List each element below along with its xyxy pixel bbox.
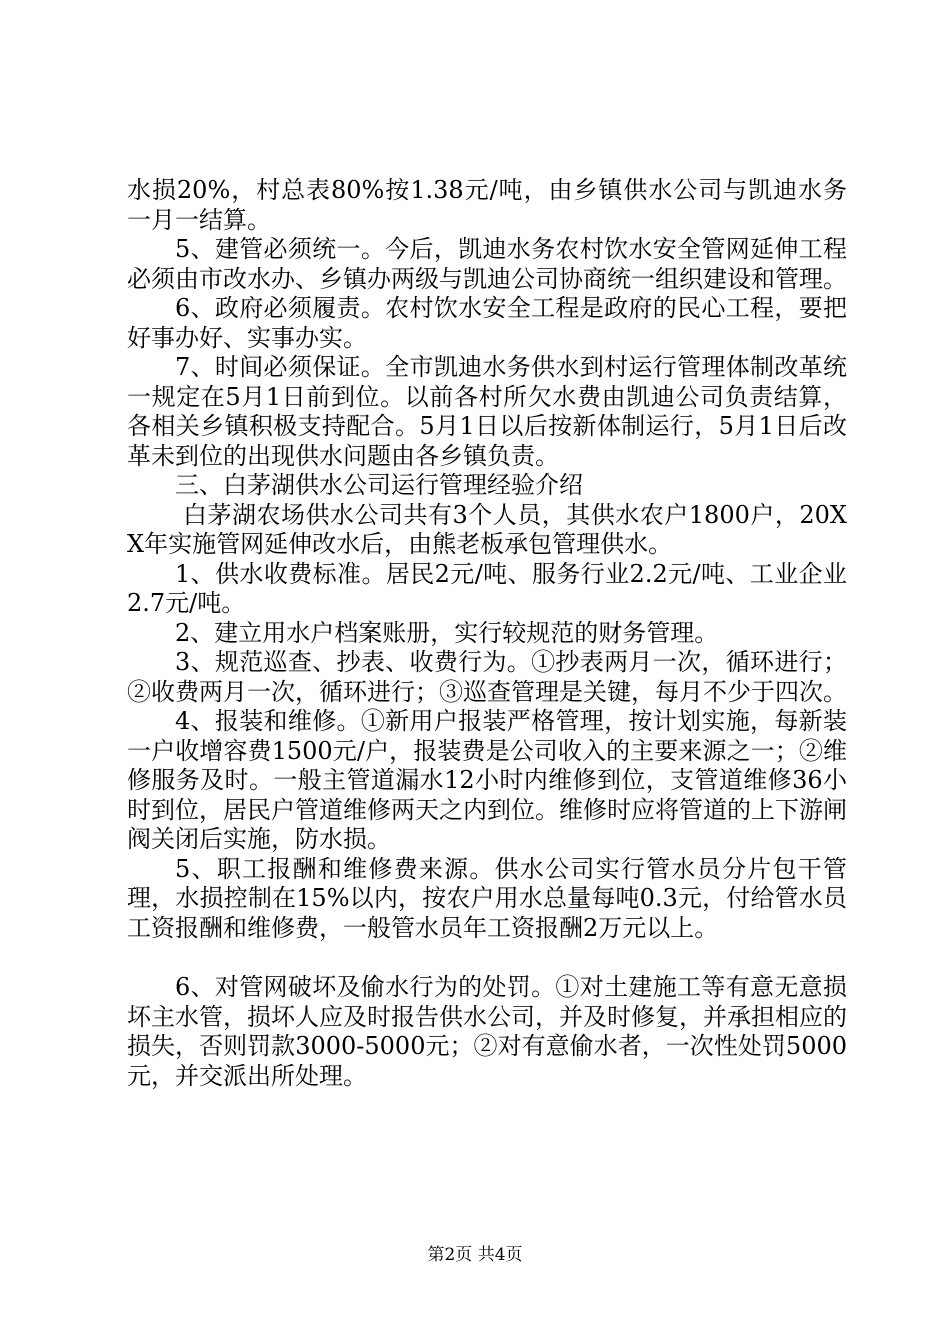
- paragraph-penalties: 6、对管网破坏及偷水行为的处罚。①对土建施工等有意无意损坏主水管，损坏人应及时报告供水公司，并及时修复，并承担相应的损失，否则罚款3000-5000元；②对有意偷水者，一次性处罚5000元，并交派出所处理。: [127, 973, 847, 1090]
- document-body: [127, 176, 847, 1091]
- paragraph-baimaohu-intro: 白茅湖农场供水公司共有3个人员，其供水农户1800户，20XX年实施管网延伸改水后，由熊老板承包管理供水。: [127, 500, 847, 558]
- paragraph-account-records: 2、建立用水户档案账册，实行较规范的财务管理。: [175, 618, 719, 647]
- paragraph-government-duty: 6、政府必须履责。农村饮水安全工程是政府的民心工程，要把好事办好、实事办实。: [127, 294, 847, 352]
- paragraph-time-guarantee: 7、时间必须保证。全市凯迪水务供水到村运行管理体制改革统一规定在5月1日前到位。以前各村所欠水费由凯迪公司负责结算，各相关乡镇积极支持配合。5月1日以后按新体制运行，5月1日后改革未到位的出现供水问题由各乡镇负责。: [127, 353, 847, 470]
- paragraph-unified-construction: 5、建管必须统一。今后，凯迪水务农村饮水安全管网延伸工程必须由市改水办、乡镇办两级与凯迪公司协商统一组织建设和管理。: [127, 235, 847, 293]
- paragraph-inspection-rules: 3、规范巡查、抄表、收费行为。①抄表两月一次，循环进行；②收费两月一次，循环进行；③巡查管理是关键，每月不少于四次。: [127, 648, 847, 706]
- paragraph-staff-compensation: 5、职工报酬和维修费来源。供水公司实行管水员分片包干管理，水损控制在15%以内，按农户用水总量每吨0.3元，付给管水员工资报酬和维修费，一般管水员年工资报酬2万元以上。: [127, 854, 847, 942]
- paragraph-water-loss-settlement: 水损20%，村总表80%按1.38元/吨，由乡镇供水公司与凯迪水务一月一结算。: [127, 176, 847, 234]
- paragraph-installation-repair: 4、报装和维修。①新用户报装严格管理，按计划实施，每新装一户收增容费1500元/户，报装费是公司收入的主要来源之一；②维修服务及时。一般主管道漏水12小时内维修到位，支管道维修36小时到位，居民户管道维修两天之内到位。维修时应将管道的上下游闸阀关闭后实施，防水损。: [127, 707, 847, 853]
- section-heading-baimaohu: 三、白茅湖供水公司运行管理经验介绍: [175, 471, 583, 499]
- paragraph-fee-standard: 1、供水收费标准。居民2元/吨、服务行业2.2元/吨、工业企业2.7元/吨。: [127, 559, 847, 617]
- page-number-footer: 第2页 共4页: [427, 1245, 523, 1265]
